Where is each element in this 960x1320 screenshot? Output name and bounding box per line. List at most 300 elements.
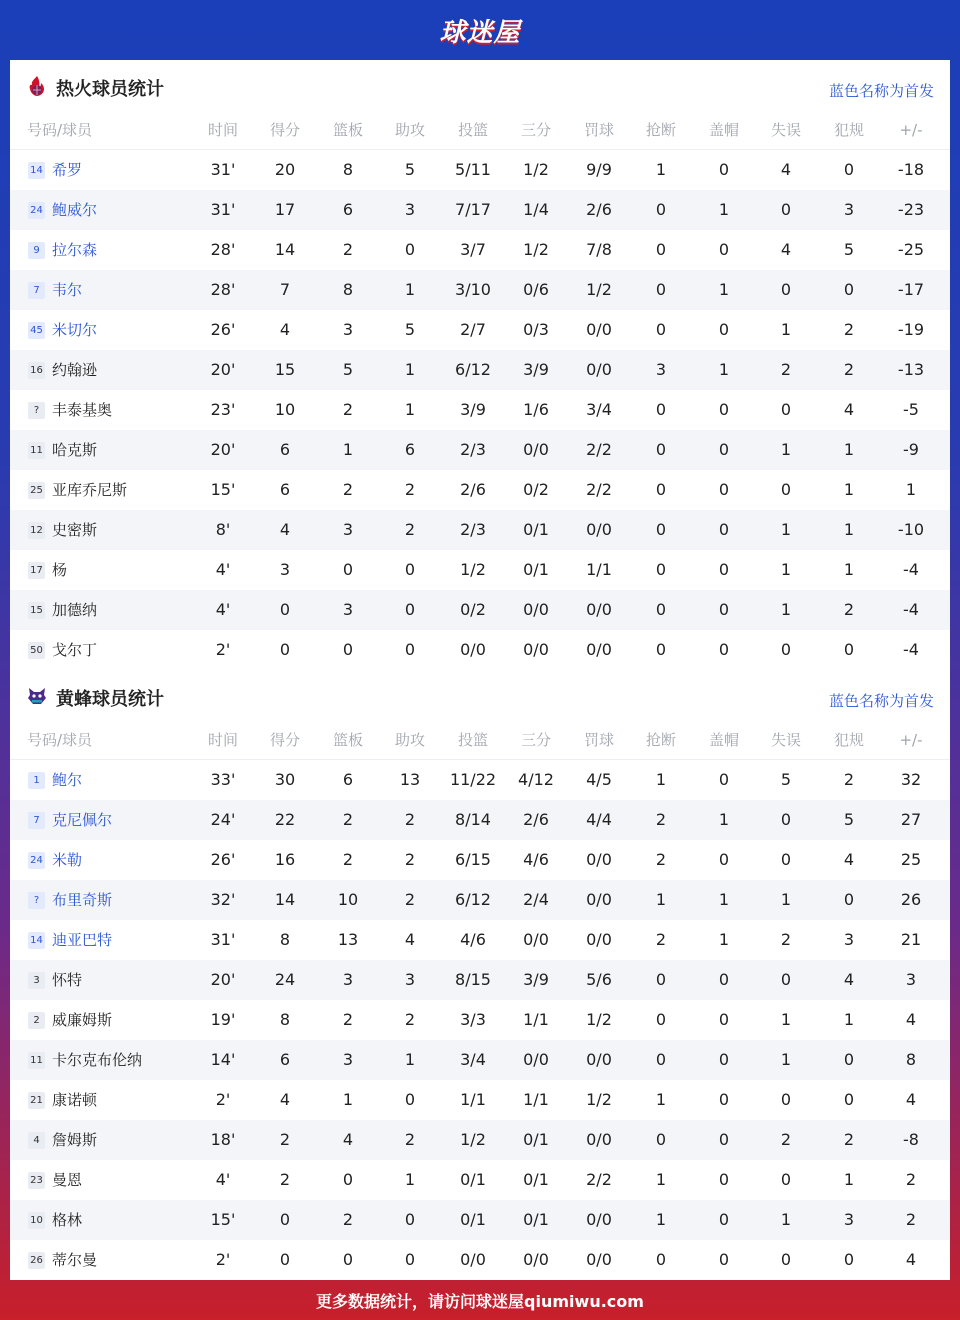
column-header: 时间: [207, 121, 238, 139]
stat-cell: 27: [900, 810, 922, 829]
stat-cell: 1: [718, 890, 730, 909]
stat-cell: 1: [655, 1210, 667, 1229]
stat-cell: 0: [780, 480, 792, 499]
stat-cell: 15': [210, 1210, 236, 1229]
jersey-number: 14: [28, 932, 45, 949]
stat-cell: 0/1: [523, 1210, 549, 1229]
player-name[interactable]: 杨: [52, 561, 68, 579]
player-row: [10, 430, 950, 470]
stat-cell: 1: [718, 200, 730, 219]
team-section-heat: [10, 60, 950, 670]
stat-cell: 1: [843, 1170, 855, 1189]
stat-cell: 1/6: [523, 400, 549, 419]
stat-cell: 1: [404, 280, 416, 299]
stat-cell: 28': [210, 280, 236, 299]
stat-cell: 1: [404, 1050, 416, 1069]
stat-cell: 2: [279, 1170, 291, 1189]
stat-cell: 1: [655, 1170, 667, 1189]
team-title: 热火球员统计: [56, 79, 164, 100]
stat-cell: 0: [718, 400, 730, 419]
stat-cell: 0: [718, 1090, 730, 1109]
column-header: 盖帽: [708, 731, 739, 749]
player-name[interactable]: 亚库乔尼斯: [52, 481, 128, 499]
player-name[interactable]: 鲍尔: [52, 771, 83, 789]
stat-cell: 2/7: [460, 320, 486, 339]
stat-cell: 0/0: [586, 1050, 612, 1069]
stat-cell: 2: [780, 360, 792, 379]
column-header: 犯规: [833, 121, 864, 139]
stat-cell: 0: [655, 560, 667, 579]
column-header-row: [10, 110, 950, 150]
stat-cell: 2: [843, 600, 855, 619]
column-header: 助攻: [394, 731, 425, 749]
player-name[interactable]: 哈克斯: [52, 441, 98, 459]
player-cell: [28, 880, 112, 920]
stat-cell: 1: [655, 160, 667, 179]
stat-cell: 1: [655, 770, 667, 789]
stat-cell: 2: [404, 810, 416, 829]
player-row: [10, 1240, 950, 1280]
stat-cell: 0: [279, 1210, 291, 1229]
stat-cell: 10: [274, 400, 296, 419]
stat-cell: 1: [655, 890, 667, 909]
stat-cell: 2: [404, 1130, 416, 1149]
stat-cell: 2: [780, 930, 792, 949]
stat-cell: 0/0: [586, 1210, 612, 1229]
stat-cell: 0: [843, 640, 855, 659]
stat-cell: 2/2: [586, 440, 612, 459]
player-row: [10, 960, 950, 1000]
stat-cell: 2: [843, 770, 855, 789]
player-cell: [28, 190, 97, 230]
player-row: [10, 840, 950, 880]
stat-cell: 3: [905, 970, 917, 989]
stat-cell: 5: [843, 240, 855, 259]
stat-cell: -17: [897, 280, 925, 299]
stat-cell: 2: [342, 850, 354, 869]
stats-card: [10, 60, 950, 1280]
stat-cell: 4: [905, 1010, 917, 1029]
player-name[interactable]: 威廉姆斯: [52, 1011, 113, 1029]
player-name[interactable]: 戈尔丁: [52, 641, 98, 659]
stat-cell: 0: [655, 320, 667, 339]
stat-cell: 0: [342, 1170, 354, 1189]
column-header: 得分: [269, 121, 300, 139]
stat-cell: 2/6: [586, 200, 612, 219]
stat-cell: 1: [404, 400, 416, 419]
stat-cell: 9/9: [586, 160, 612, 179]
stat-cell: -8: [903, 1130, 919, 1149]
jersey-number: 11: [28, 1052, 45, 1069]
stat-cell: 2: [404, 480, 416, 499]
stat-cell: 3: [342, 1050, 354, 1069]
stat-cell: 2: [655, 810, 667, 829]
player-row: [10, 920, 950, 960]
stat-cell: 0: [780, 640, 792, 659]
stat-cell: 5: [404, 160, 416, 179]
player-row: [10, 1000, 950, 1040]
player-name[interactable]: 鲍威尔: [52, 201, 98, 219]
stat-cell: 3/7: [460, 240, 486, 259]
stat-cell: -23: [897, 200, 925, 219]
stat-cell: 0/0: [586, 930, 612, 949]
stat-cell: 31': [210, 200, 236, 219]
team-section-hornets: [10, 670, 950, 1280]
stat-cell: 1: [780, 440, 792, 459]
player-cell: [28, 430, 97, 470]
player-name[interactable]: 卡尔克布伦纳: [52, 1051, 143, 1069]
jersey-number: 17: [28, 562, 45, 579]
player-row: [10, 150, 950, 190]
column-header: 助攻: [394, 121, 425, 139]
player-cell: [28, 1240, 97, 1280]
stat-cell: 1: [718, 360, 730, 379]
stat-cell: 1: [780, 1010, 792, 1029]
stat-cell: 0: [718, 970, 730, 989]
stat-cell: 4/6: [523, 850, 549, 869]
player-name[interactable]: 拉尔森: [52, 241, 98, 259]
column-header: 篮板: [332, 121, 363, 139]
team-header: [10, 670, 950, 720]
stat-cell: 2: [404, 890, 416, 909]
stat-cell: 8/15: [455, 970, 491, 989]
player-row: [10, 270, 950, 310]
stat-cell: 3: [342, 600, 354, 619]
column-header: 时间: [207, 731, 238, 749]
stat-cell: 0: [342, 1250, 354, 1269]
player-name[interactable]: 蒂尔曼: [52, 1251, 98, 1269]
stat-cell: 8: [342, 160, 354, 179]
stat-cell: 3/9: [523, 970, 549, 989]
stat-cell: 13: [337, 930, 359, 949]
stat-cell: 2: [342, 1210, 354, 1229]
stat-cell: 2/6: [523, 810, 549, 829]
player-cell: [28, 630, 97, 670]
stat-cell: 6/15: [455, 850, 491, 869]
stat-cell: 2: [342, 400, 354, 419]
stat-cell: 4: [404, 930, 416, 949]
player-name[interactable]: 米勒: [52, 851, 83, 869]
stat-cell: 2/4: [523, 890, 549, 909]
player-cell: [28, 1160, 82, 1200]
stat-cell: 0: [718, 850, 730, 869]
player-name[interactable]: 史密斯: [52, 521, 98, 539]
stat-cell: 3/4: [586, 400, 612, 419]
player-name[interactable]: 迪亚巴特: [52, 931, 113, 949]
player-name[interactable]: 康诺顿: [52, 1091, 98, 1109]
stat-cell: 1: [843, 480, 855, 499]
stat-cell: 24': [210, 810, 236, 829]
stat-cell: 3: [843, 200, 855, 219]
stat-cell: 20: [274, 160, 296, 179]
stat-cell: 1: [404, 360, 416, 379]
stat-cell: 0/0: [586, 850, 612, 869]
stat-cell: -9: [903, 440, 919, 459]
column-header: 篮板: [332, 731, 363, 749]
stat-cell: 3: [279, 560, 291, 579]
jersey-number: 23: [28, 1172, 45, 1189]
column-header: 抢断: [645, 731, 676, 749]
stat-cell: 2': [215, 1090, 231, 1109]
column-header: 三分: [520, 121, 551, 139]
stat-cell: 0: [843, 1050, 855, 1069]
stat-cell: 30: [274, 770, 296, 789]
stat-cell: 6: [279, 440, 291, 459]
player-cell: [28, 1120, 97, 1160]
stat-cell: 0: [780, 400, 792, 419]
stat-cell: 1/2: [523, 240, 549, 259]
stat-cell: 31': [210, 160, 236, 179]
stat-cell: 1: [843, 520, 855, 539]
stat-cell: 1: [843, 440, 855, 459]
player-name[interactable]: 詹姆斯: [52, 1131, 98, 1149]
stat-cell: 1: [780, 600, 792, 619]
stat-cell: 2/2: [586, 1170, 612, 1189]
column-header: 犯规: [833, 731, 864, 749]
stat-cell: 0: [718, 640, 730, 659]
player-name[interactable]: 怀特: [52, 971, 83, 989]
stat-cell: 0: [655, 520, 667, 539]
jersey-number: 10: [28, 1212, 45, 1229]
stat-cell: 14': [210, 1050, 236, 1069]
stat-cell: -4: [903, 560, 919, 579]
player-row: [10, 1160, 950, 1200]
stat-cell: 0: [718, 520, 730, 539]
stat-cell: 18': [210, 1130, 236, 1149]
stat-cell: 0/1: [523, 520, 549, 539]
jersey-number: 45: [28, 322, 45, 339]
player-row: [10, 230, 950, 270]
stat-cell: 5: [780, 770, 792, 789]
stat-cell: 2: [843, 320, 855, 339]
stat-cell: 0/0: [586, 600, 612, 619]
stat-cell: 4: [905, 1250, 917, 1269]
stat-cell: 4: [780, 160, 792, 179]
column-header: 抢断: [645, 121, 676, 139]
player-name[interactable]: 丰泰基奥: [52, 401, 113, 419]
stat-cell: 10: [337, 890, 359, 909]
stat-cell: 1: [780, 1050, 792, 1069]
stat-cell: 7/17: [455, 200, 491, 219]
player-cell: [28, 1200, 82, 1240]
stat-cell: 0: [780, 970, 792, 989]
stat-cell: 7: [279, 280, 291, 299]
stat-cell: 0: [655, 1250, 667, 1269]
stat-cell: 4: [780, 240, 792, 259]
stat-cell: 0/1: [523, 560, 549, 579]
stat-cell: 22: [274, 810, 296, 829]
stat-cell: 0/1: [460, 1210, 486, 1229]
stat-cell: 13: [399, 770, 421, 789]
player-name[interactable]: 米切尔: [52, 321, 98, 339]
stat-cell: 4': [215, 1170, 231, 1189]
stat-cell: 0/0: [586, 1250, 612, 1269]
player-cell: [28, 550, 67, 590]
player-cell: [28, 390, 112, 430]
stat-cell: 1: [780, 1210, 792, 1229]
stat-cell: 0: [655, 240, 667, 259]
stat-cell: 0: [718, 1250, 730, 1269]
player-name[interactable]: 加德纳: [52, 601, 98, 619]
player-cell: [28, 800, 112, 840]
stat-cell: 4/4: [586, 810, 612, 829]
stat-cell: 0: [404, 640, 416, 659]
jersey-number: ?: [28, 402, 45, 419]
stat-cell: 6: [342, 770, 354, 789]
stat-cell: 2: [780, 1130, 792, 1149]
player-name[interactable]: 希罗: [52, 161, 83, 179]
player-cell: [28, 310, 97, 350]
player-name[interactable]: 曼恩: [52, 1171, 83, 1189]
stat-cell: -19: [897, 320, 925, 339]
stat-cell: 0/0: [523, 1250, 549, 1269]
stat-cell: 20': [210, 360, 236, 379]
stat-cell: 2/2: [586, 480, 612, 499]
stat-cell: 1/2: [460, 1130, 486, 1149]
player-name[interactable]: 格林: [52, 1211, 83, 1229]
stat-cell: 3: [404, 970, 416, 989]
stat-cell: 3/10: [455, 280, 491, 299]
player-row: [10, 470, 950, 510]
footer-banner[interactable]: 更多数据统计，请访问球迷屋qiumiwu.com: [316, 1291, 644, 1311]
stat-cell: 0/1: [460, 1170, 486, 1189]
stat-cell: 15': [210, 480, 236, 499]
stat-cell: 32: [900, 770, 922, 789]
stat-cell: 0/0: [523, 1050, 549, 1069]
stat-cell: 1/2: [586, 280, 612, 299]
stat-cell: 2: [404, 850, 416, 869]
player-name[interactable]: 布里奇斯: [52, 891, 113, 909]
column-header: 投篮: [457, 731, 488, 749]
stat-cell: 2: [843, 1130, 855, 1149]
stat-cell: 2: [404, 1010, 416, 1029]
heat-team-logo-icon: [26, 75, 48, 97]
column-header-row: [10, 720, 950, 760]
stat-cell: 4/6: [460, 930, 486, 949]
stat-cell: 1: [780, 320, 792, 339]
column-header-player: 号码/球员: [27, 121, 93, 139]
stat-cell: -4: [903, 640, 919, 659]
column-header-player: 号码/球员: [27, 731, 93, 749]
stat-cell: -13: [897, 360, 925, 379]
stat-cell: 1: [718, 810, 730, 829]
player-row: [10, 310, 950, 350]
stat-cell: 3/9: [523, 360, 549, 379]
column-header: +/-: [899, 731, 923, 749]
stat-cell: 1/2: [586, 1010, 612, 1029]
column-header: 得分: [269, 731, 300, 749]
stat-cell: 0/0: [586, 360, 612, 379]
stat-cell: 8: [279, 930, 291, 949]
column-header: 罚球: [583, 121, 614, 139]
stat-cell: 0/2: [460, 600, 486, 619]
player-name[interactable]: 约翰逊: [52, 361, 98, 379]
stat-cell: 8: [279, 1010, 291, 1029]
stat-cell: 0: [718, 160, 730, 179]
stat-cell: 6: [404, 440, 416, 459]
stat-cell: 4: [905, 1090, 917, 1109]
jersey-number: 9: [28, 242, 45, 259]
jersey-number: ?: [28, 892, 45, 909]
player-cell: [28, 470, 127, 510]
stat-cell: 0: [404, 240, 416, 259]
stat-cell: 0: [718, 560, 730, 579]
player-cell: [28, 1040, 142, 1080]
stat-cell: 0: [780, 1170, 792, 1189]
stat-cell: 4: [279, 320, 291, 339]
player-row: [10, 550, 950, 590]
player-row: [10, 800, 950, 840]
stat-cell: 0: [718, 440, 730, 459]
stat-cell: 2/6: [460, 480, 486, 499]
stat-cell: 2: [905, 1210, 917, 1229]
player-cell: [28, 150, 82, 190]
stat-cell: 4/12: [518, 770, 554, 789]
stat-cell: 4: [843, 850, 855, 869]
stat-cell: 2: [342, 1010, 354, 1029]
jersey-number: 2: [28, 1012, 45, 1029]
jersey-number: 16: [28, 362, 45, 379]
stat-cell: 0/2: [523, 480, 549, 499]
stat-cell: 4: [342, 1130, 354, 1149]
stat-cell: 1: [342, 1090, 354, 1109]
stat-cell: 0: [718, 1210, 730, 1229]
stat-cell: 0: [342, 640, 354, 659]
stat-cell: 0: [843, 280, 855, 299]
stat-cell: 14: [274, 240, 296, 259]
stat-cell: 1/2: [460, 560, 486, 579]
stat-cell: 1: [843, 1010, 855, 1029]
player-cell: [28, 920, 112, 960]
starter-hint: 蓝色名称为首发: [828, 82, 934, 100]
player-row: [10, 1120, 950, 1160]
stat-cell: 0: [404, 560, 416, 579]
stat-cell: 0: [279, 640, 291, 659]
stat-cell: 2: [655, 930, 667, 949]
stat-cell: 6/12: [455, 890, 491, 909]
stat-cell: 5/6: [586, 970, 612, 989]
stat-cell: 31': [210, 930, 236, 949]
stat-cell: 1/2: [523, 160, 549, 179]
stat-cell: 26': [210, 850, 236, 869]
stat-cell: 2/3: [460, 440, 486, 459]
stat-cell: 0: [843, 160, 855, 179]
stat-cell: 2: [342, 240, 354, 259]
stat-cell: 1: [718, 280, 730, 299]
stat-cell: 4': [215, 600, 231, 619]
stat-cell: 0: [279, 600, 291, 619]
stat-cell: 2: [342, 810, 354, 829]
team-header: [10, 60, 950, 110]
stat-cell: 0/0: [523, 930, 549, 949]
stat-cell: 0: [655, 200, 667, 219]
stat-cell: 0: [404, 1250, 416, 1269]
jersey-number: 7: [28, 282, 45, 299]
jersey-number: 7: [28, 812, 45, 829]
jersey-number: 26: [28, 1252, 45, 1269]
stat-cell: 0: [718, 1170, 730, 1189]
player-name[interactable]: 韦尔: [52, 281, 83, 299]
player-row: [10, 880, 950, 920]
stat-cell: 4': [215, 560, 231, 579]
stat-cell: 3: [404, 200, 416, 219]
stat-cell: 0: [780, 1250, 792, 1269]
stat-cell: 0: [718, 770, 730, 789]
stat-cell: 1/1: [523, 1010, 549, 1029]
jersey-number: 24: [28, 852, 45, 869]
player-name[interactable]: 克尼佩尔: [52, 811, 113, 829]
stat-cell: -18: [897, 160, 925, 179]
